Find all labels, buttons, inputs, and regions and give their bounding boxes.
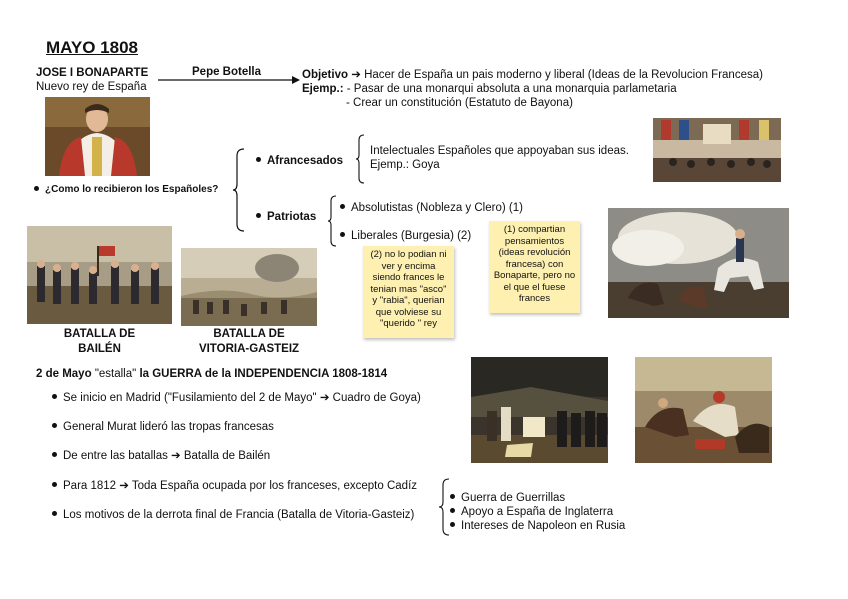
bailen-painting-image xyxy=(27,226,172,324)
objective-text: Hacer de España un pais moderno y liberal (Ideas de la Revolucion Francesa) xyxy=(364,69,763,81)
objective-example-line xyxy=(302,82,677,96)
note-1-line: francesa) con xyxy=(505,258,564,270)
note-2-line: y "rabia", querian xyxy=(372,295,445,306)
note-2-line: ver y encima xyxy=(381,260,436,272)
caption-line: VITORIA-GASTEIZ xyxy=(198,343,300,355)
war-item: Se inicio en Madrid ("Fusilamiento del 2 de Mayo" ➔ Cuadro de Goya) xyxy=(52,391,421,405)
reception-question: ¿Como lo recibieron los Españoles? xyxy=(34,183,218,197)
caption-line: BATALLA DE xyxy=(63,328,136,340)
reason-item: Apoyo a España de Inglaterra xyxy=(450,505,613,519)
absolutistas-item: Absolutistas (Nobleza y Clero) (1) xyxy=(340,201,523,215)
note-1-line: el que el fuese xyxy=(503,281,566,293)
nickname-label: Pepe Botella xyxy=(192,66,262,78)
reason-item: Guerra de Guerrillas xyxy=(450,491,565,505)
afrancesados-example: Ejemp.: Goya xyxy=(370,159,440,171)
war-heading-rest: la GUERRA de la INDEPENDENCIA 1808-1814 xyxy=(139,368,388,380)
note-1-line: Bonaparte, pero no xyxy=(493,270,576,281)
afrancesados-desc: Intelectuales Españoles que appoyaban sus ideas. xyxy=(370,145,629,157)
note-2-line: que volviese su xyxy=(375,306,442,318)
fusilamientos-painting-image xyxy=(471,357,608,463)
sticky-note-1 xyxy=(489,221,580,313)
brace-icon xyxy=(355,134,365,184)
caption-line: BAILÉN xyxy=(78,343,121,355)
note-2-line: tenian mas "asco" xyxy=(370,283,447,295)
cavalry-painting-image xyxy=(608,208,789,318)
war-item: Los motivos de la derrota final de Francia (Batalla de Vitoria-Gasteiz) xyxy=(52,508,414,522)
war-heading xyxy=(36,367,387,381)
note-2-line: (2) no lo podian ni xyxy=(370,249,447,260)
example-label: Ejemp.: xyxy=(302,83,344,95)
arrow-icon: ➔ xyxy=(351,69,365,81)
war-item: Para 1812 ➔ Toda España ocupada por los franceses, excepto Cadíz xyxy=(52,479,417,493)
arrow-right-icon xyxy=(158,74,300,86)
caption-line: BATALLA DE xyxy=(213,328,285,340)
example-1: - Pasar de una monarqui absoluta a una monarquia parlametaria xyxy=(346,83,677,95)
note-1-line: frances xyxy=(518,293,551,304)
war-item: General Murat lideró las tropas francesas xyxy=(52,420,274,434)
example-2: - Crear un constitución (Estatuto de Bayona) xyxy=(346,97,573,109)
king-name: JOSE I BONAPARTE xyxy=(36,67,149,79)
king-role: Nuevo rey de España xyxy=(36,81,147,93)
page-title: MAYO 1808 xyxy=(46,38,138,57)
mamelucos-painting-image xyxy=(635,357,772,463)
reason-item: Intereses de Napoleon en Rusia xyxy=(450,519,625,533)
liberales-item: Liberales (Burgesia) (2) xyxy=(340,229,471,243)
brace-icon xyxy=(232,148,246,232)
afrancesados-label: Afrancesados xyxy=(256,154,343,168)
sticky-note-2 xyxy=(363,246,454,338)
note-1-line: (1) compartian xyxy=(503,224,566,235)
note-1-line: (ideas revolución xyxy=(498,247,571,258)
war-heading-date: 2 de Mayo xyxy=(36,368,92,380)
brace-icon xyxy=(327,195,337,247)
king-portrait-image xyxy=(45,97,150,176)
objective-label: Objetivo xyxy=(302,69,349,81)
war-heading-quote: "estalla" xyxy=(94,368,137,380)
vitoria-painting-image xyxy=(181,248,317,326)
war-item: De entre las batallas ➔ Batalla de Bailén xyxy=(52,449,270,463)
bailen-caption xyxy=(27,327,172,357)
note-1-line: pensamientos xyxy=(504,235,565,247)
objective-line xyxy=(302,68,763,82)
vitoria-caption xyxy=(181,327,317,357)
brace-icon xyxy=(438,478,450,536)
patriotas-label: Patriotas xyxy=(256,210,316,224)
assembly-painting-image xyxy=(653,118,781,182)
note-2-line: "querido " rey xyxy=(380,318,437,329)
note-2-line: siendo frances le xyxy=(372,272,445,283)
